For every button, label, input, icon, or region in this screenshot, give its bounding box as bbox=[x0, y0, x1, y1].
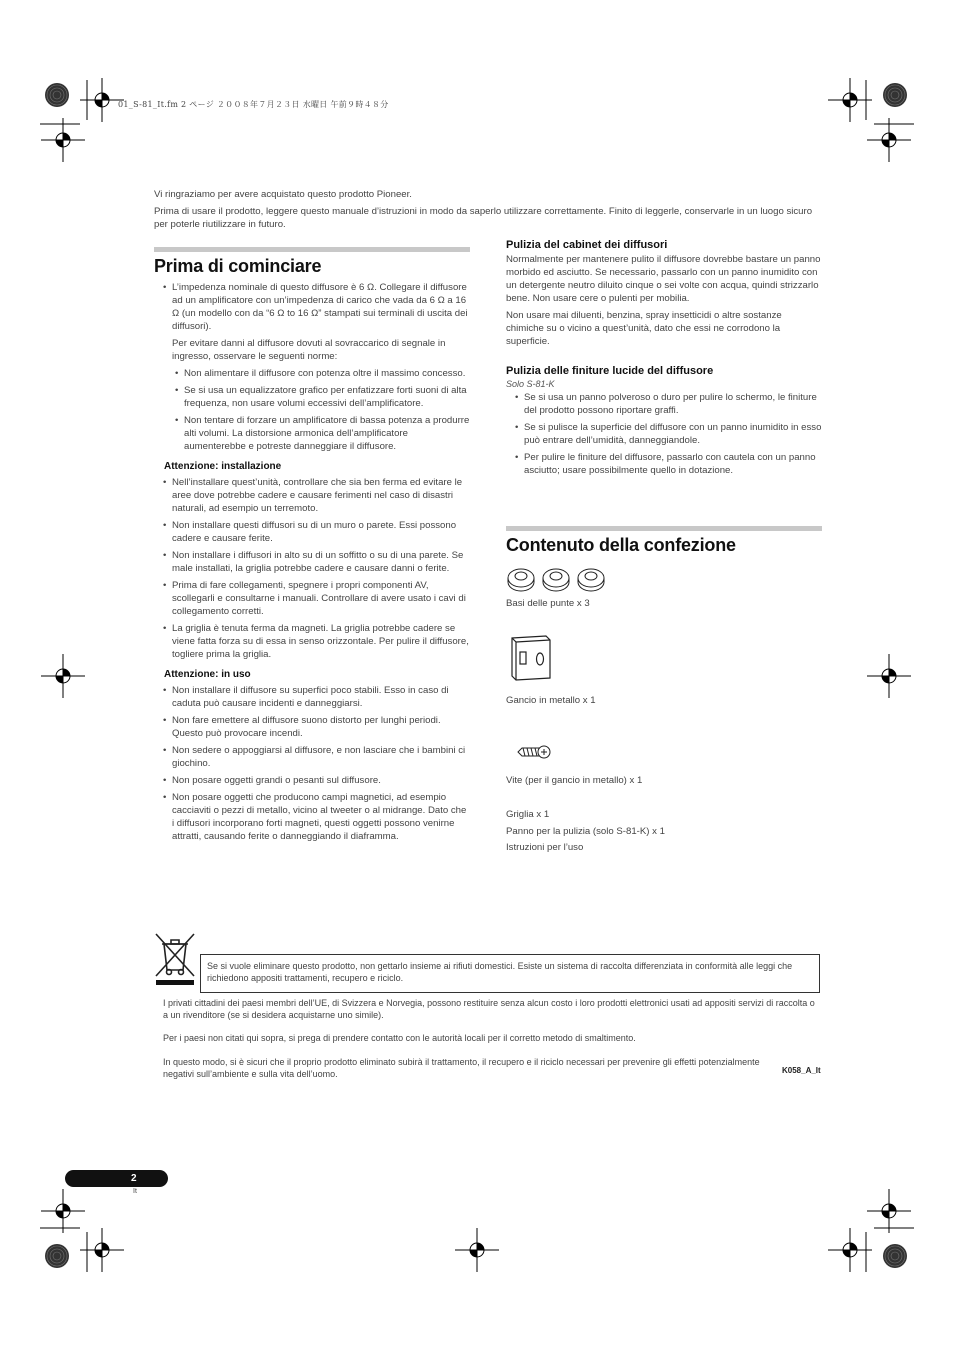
damage-list bbox=[154, 367, 470, 453]
section-bar bbox=[154, 247, 470, 252]
list-item: • Nell’installare quest’unità, controllare che sia ben ferma ed evitare le aree dove potrebbe cadere e causare ferimenti nel caso di disastri naturali, ad esempio un terremoto. bbox=[154, 476, 470, 515]
document-code: K058_A_It bbox=[782, 1066, 821, 1075]
pkg-spikes-label: Basi delle punte x 3 bbox=[506, 598, 590, 609]
list-item: • Non installare i diffusori in alto su di un soffitto o su di una parete. Se male installati, la griglia potrebbe cadere e causare danni o ferite. bbox=[154, 549, 470, 575]
list-item: • Se si usa un panno polveroso o duro per pulire lo schermo, le finiture del prodotto possono riportare graffi. bbox=[506, 391, 822, 417]
list-item: • Non tentare di forzare un amplificatore di bassa potenza a produrre alti volumi. La distorsione armonica dell’amplificatore aumenterebbe e potreste danneggiare il diffusore. bbox=[154, 414, 470, 453]
intro-thanks: Vi ringraziamo per avere acquistato questo prodotto Pioneer. bbox=[154, 189, 412, 200]
intro bbox=[154, 188, 820, 235]
cabinet-cleaning-heading: Pulizia del cabinet dei diffusori bbox=[506, 239, 668, 251]
left-column bbox=[154, 247, 470, 847]
disposal-paragraph-3: In questo modo, si è sicuri che il proprio prodotto eliminato subirà il trattamento, il recupero e il riciclo necessari per prevenire gli effetti potenzialmente negativi sull’ambiente e sulla vita dell’uomo. bbox=[163, 1057, 760, 1079]
gloss-list bbox=[506, 391, 822, 477]
pkg-hook-label: Gancio in metallo x 1 bbox=[506, 695, 596, 706]
list-item: • Non sedere o appoggiarsi al diffusore, e non lasciare che i bambini ci giochino. bbox=[154, 744, 470, 770]
list-item: • Prima di fare collegamenti, spegnere i propri componenti AV, scollegarli e consultarne i manuali. Controllare di avere usato i cavi di collegamento corretti. bbox=[154, 579, 470, 618]
spike-bases-icon bbox=[506, 566, 610, 592]
page-language: It bbox=[133, 1188, 137, 1195]
list-item: • Non installare il diffusore su superfici poco stabili. Esso in caso di caduta può causare incidenti e danneggiarsi. bbox=[154, 684, 470, 710]
screw-icon bbox=[516, 742, 552, 762]
weee-bin-icon bbox=[152, 930, 198, 986]
pkg-screw-label: Vite (per il gancio in metallo) x 1 bbox=[506, 775, 643, 786]
package-section bbox=[506, 526, 822, 562]
list-item: • Se si pulisce la superficie del diffusore con un panno inumidito in esso può entrare dell’umidità, danneggiandole. bbox=[506, 421, 822, 447]
use-list bbox=[154, 684, 470, 843]
list-item: • Non fare emettere al diffusore suono distorto per lunghi periodi. Questo può provocare incendi. bbox=[154, 714, 470, 740]
impedance-note: • L’impedenza nominale di questo diffusore è 6 Ω. Collegare il diffusore ad un amplificatore con un’impedenza di carico che vada da 6 Ω a 16 Ω (un modello con da “6 Ω to 16 Ω” stampati sui terminali di uscita dei diffusori). bbox=[154, 281, 470, 333]
list-item: • Non alimentare il diffusore con potenza oltre il massimo concesso. bbox=[154, 367, 470, 380]
use-heading: Attenzione: in uso bbox=[164, 669, 251, 680]
section-title-contenuto: Contenuto della confezione bbox=[506, 535, 736, 555]
cabinet-warning-text: Non usare mai diluenti, benzina, spray insetticidi o altre sostanze chimiche su o vicino a quest’unità, dato che essi ne corrodono la superficie. bbox=[506, 310, 782, 347]
install-list bbox=[154, 476, 470, 661]
file-header: 01_S-81_It.fm 2 ページ ２００８年７月２３日 水曜日 午前９時４８分 bbox=[118, 100, 389, 109]
list-item: • La griglia è tenuta ferma da magneti. La griglia potrebbe cadere se viene fatta forza su di essa in senso orizzontale. Per pulire il diffusore, togliere prima la griglia. bbox=[154, 622, 470, 661]
pkg-manual-label: Istruzioni per l’uso bbox=[506, 842, 584, 853]
section-bar bbox=[506, 526, 822, 531]
page-number: 2 bbox=[131, 1173, 137, 1184]
model-note: Solo S-81-K bbox=[506, 379, 555, 389]
cabinet-cleaning-text: Normalmente per mantenere pulito il diffusore dovrebbe bastare un panno morbido ed asciutto. Se necessario, passarlo con un panno inumidito con un detergente neutro diluito cinque o sei volte con acqua, quindi strizzarlo bene. Non usare cere o pulenti per mobilia. bbox=[506, 254, 821, 304]
pkg-cloth-label: Panno per la pulizia (solo S-81-K) x 1 bbox=[506, 826, 665, 837]
list-item: • Per pulire le finiture del diffusore, passarlo con cautela con un panno asciutto; usare possibilmente quello in dotazione. bbox=[506, 451, 822, 477]
damage-intro: Per evitare danni al diffusore dovuti al sovraccarico di segnale in ingresso, osservare le seguenti norme: bbox=[172, 338, 446, 362]
list-item: • Se si usa un equalizzatore grafico per enfatizzare forti suoni di alta frequenza, non usare volumi eccessivi dell’amplificatore. bbox=[154, 384, 470, 410]
install-heading: Attenzione: installazione bbox=[164, 461, 282, 472]
disposal-paragraph-2: Per i paesi non citati qui sopra, si prega di prendere contatto con le autorità locali per il corretto metodo di smaltimento. bbox=[163, 1033, 636, 1043]
pkg-grill-label: Griglia x 1 bbox=[506, 809, 550, 820]
list-item: • Non posare oggetti grandi o pesanti sul diffusore. bbox=[154, 774, 470, 787]
section-title-prima: Prima di cominciare bbox=[154, 256, 322, 276]
gloss-cleaning-heading: Pulizia delle finiture lucide del diffusore bbox=[506, 365, 714, 377]
list-item: • Non posare oggetti che producono campi magnetici, ad esempio cacciaviti o pezzi di metallo, vicino al tweeter o al midrange. Dato che i diffusori incorporano forti magneti, questi oggetti possono venirne attratti, causando ferite o danneggiando il diaframma. bbox=[154, 791, 470, 843]
list-item: • Non installare questi diffusori su di un muro o parete. Essi possono cadere e causare ferite. bbox=[154, 519, 470, 545]
page-tab bbox=[65, 1170, 168, 1187]
right-column bbox=[506, 239, 822, 481]
disposal-notice: Se si vuole eliminare questo prodotto, non gettarlo insieme ai rifiuti domestici. Esiste un sistema di raccolta differenziata in conformità alle leggi che richiedono appositi trattamenti, recupero e riciclo. bbox=[200, 954, 820, 993]
metal-hook-icon bbox=[508, 634, 554, 682]
disposal-paragraph-1: I privati cittadini dei paesi membri dell’UE, di Svizzera e Norvegia, possono restituire senza alcun costo i loro prodotti elettronici usati ad appositi servizi di raccolta o a un rivenditore (se si desidera acquistarne uno simile). bbox=[163, 998, 815, 1020]
intro-instructions: Prima di usare il prodotto, leggere questo manuale d’istruzioni in modo da saperlo utilizzare correttamente. Finito di leggerle, conservarle in un luogo sicuro per poterle riutilizzare in futuro. bbox=[154, 206, 813, 230]
